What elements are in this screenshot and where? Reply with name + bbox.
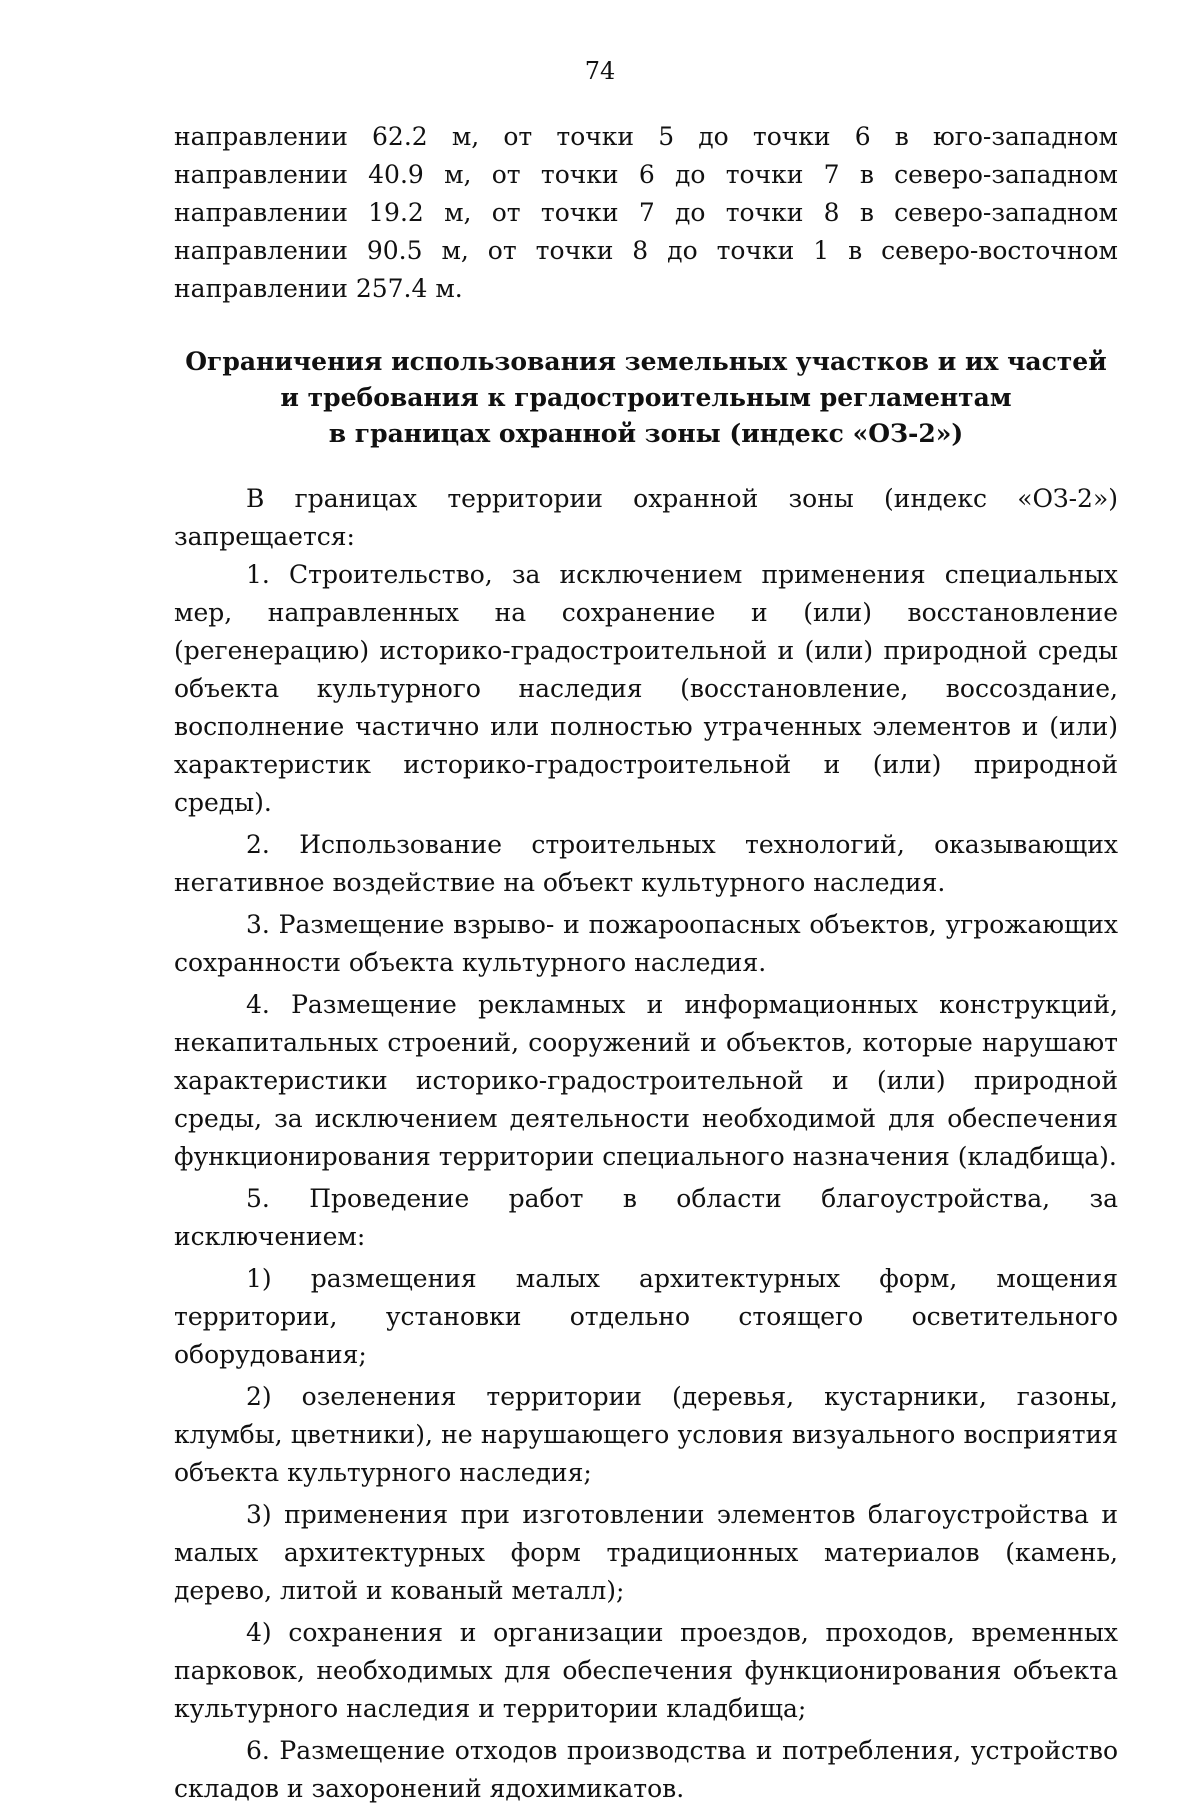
list-item: 2. Использование строительных технологий, оказывающих негативное воздействие на объект культурного наследия. [174,830,1118,897]
page-number: 74 [584,57,616,85]
sub-list-item: 1) размещения малых архитектурных форм, мощения территории, установки отдельно стоящего осветительного оборудования; [174,1264,1118,1369]
list-item: 5. Проведение работ в области благоустройства, за исключением: [174,1184,1118,1251]
section-heading-line-3: в границах охранной зоны (индекс «ОЗ-2») [328,419,964,448]
intro-paragraph: направлении 62.2 м, от точки 5 до точки 6 в юго-западном направлении 40.9 м, от точки 6 до точки 7 в северо-западном направлении 19.2 м, от точки 7 до точки 8 в северо-западном направлении 90.5 м, от точки 8 до точки 1 в северо-восточном направлении 257.4 м. [174,122,1118,303]
document-body [174,118,1118,1808]
section-heading [174,344,1118,452]
sub-list-item: 2) озеленения территории (деревья, кустарники, газоны, клумбы, цветники), не нарушающего условия визуального восприятия объекта культурного наследия; [174,1382,1118,1487]
sub-list-item: 4) сохранения и организации проездов, проходов, временных парковок, необходимых для обеспечения функционирования объекта культурного наследия и территории кладбища; [174,1618,1118,1723]
lead-in-paragraph: В границах территории охранной зоны (индекс «ОЗ-2») запрещается: [174,484,1118,551]
list-item: 6. Размещение отходов производства и потребления, устройство складов и захоронений ядохимикатов. [174,1736,1118,1803]
list-item: 4. Размещение рекламных и информационных конструкций, некапитальных строений, сооружений и объектов, которые нарушают характеристики историко-градостроительной и (или) природной среды, за исключением деятельности необходимой для обеспечения функционирования территории специального назначения (кладбища). [174,990,1118,1171]
section-heading-line-2: и требования к градостроительным регламентам [280,383,1012,412]
sub-list-item: 3) применения при изготовлении элементов благоустройства и малых архитектурных форм традиционных материалов (камень, дерево, литой и кованый металл); [174,1500,1118,1605]
section-heading-line-1: Ограничения использования земельных участков и их частей [185,347,1107,376]
list-item: 3. Размещение взрыво- и пожароопасных объектов, угрожающих сохранности объекта культурного наследия. [174,910,1118,977]
list-item: 1. Строительство, за исключением применения специальных мер, направленных на сохранение и (или) восстановление (регенерацию) историко-градостроительной и (или) природной среды объекта культурного наследия (восстановление, воссоздание, восполнение частично или полностью утраченных элементов и (или) характеристик историко-градостроительной и (или) природной среды). [174,560,1118,817]
